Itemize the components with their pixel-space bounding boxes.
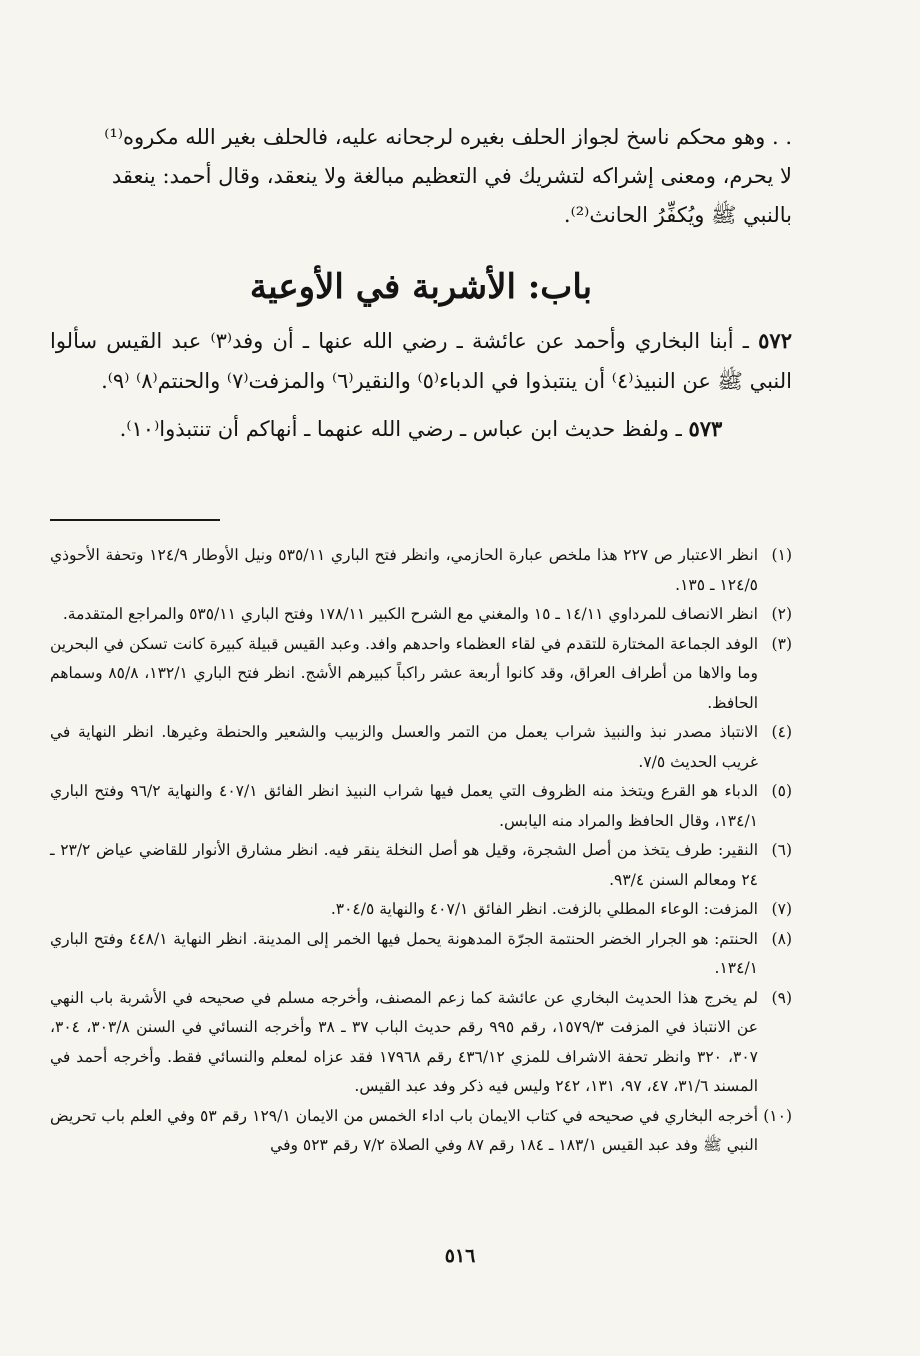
hadith-572 xyxy=(50,321,792,401)
intro-line: لا يحرم، ومعنى إشراكه لتشريك في التعظيم مبالغة ولا ينعقد، وقال أحمد: ينعقد xyxy=(111,164,792,188)
footnote-text: الحنتم: هو الجرار الخضر الحنتمة الجرّة المدهونة يحمل فيها الخمر إلى المدينة. انظر النهاية ٤٤٨/١ وفتح الباري ١٣٤/١. xyxy=(50,929,758,977)
intro-line: . . وهو محكم ناسخ لجواز الحلف بغيره لرجحانه عليه، فالحلف بغير الله مكروه⁽¹⁾ xyxy=(104,125,792,149)
hadith-text: ـ أبنا البخاري وأحمد عن عائشة ـ رضي الله عنها ـ أن وفد⁽٣⁾ عبد القيس سألوا النبي ﷺ عن النبيذ⁽٤⁾ أن ينتبذوا في الدباء⁽٥⁾ والنقير⁽٦⁾ والمزفت⁽٧⁾ والحنتم⁽٨⁾ ⁽٩⁾. xyxy=(50,329,792,393)
footnote-number: (٢) xyxy=(771,605,792,623)
footnote-3 xyxy=(50,630,792,719)
footnote-separator xyxy=(50,519,220,521)
hadith-573 xyxy=(50,409,792,449)
hadith-text: ـ ولفظ حديث ابن عباس ـ رضي الله عنهما ـ أنهاكم أن تنتبذوا⁽١٠⁾. xyxy=(119,417,682,441)
footnote-number: (٥) xyxy=(771,782,792,800)
footnote-8 xyxy=(50,925,792,984)
hadith-number: ٥٧٢ xyxy=(758,328,792,353)
footnote-text: المزفت: الوعاء المطلي بالزفت. انظر الفائق ٤٠٧/١ والنهاية ٣٠٤/٥. xyxy=(330,900,758,918)
footnote-number: (٩) xyxy=(771,988,792,1007)
footnote-1 xyxy=(50,541,792,600)
footnote-number: (٧) xyxy=(771,900,792,918)
footnote-7 xyxy=(50,895,792,925)
footnote-5 xyxy=(50,777,792,836)
footnote-text: أخرجه البخاري في صحيحه في كتاب الايمان باب اداء الخمس من الايمان ١٢٩/١ رقم ٥٣ وفي العلم باب تحريض النبي ﷺ وفد عبد القيس ١٨٣/١ ـ ١٨٤ رقم ٨٧ وفي الصلاة ٧/٢ رقم ٥٢٣ وفي xyxy=(50,1106,758,1154)
footnote-4 xyxy=(50,718,792,777)
footnote-number: (٣) xyxy=(771,634,792,653)
footnote-text: انظر الاعتبار ص ٢٢٧ هذا ملخص عبارة الحازمي، وانظر فتح الباري ٥٣٥/١١ ونيل الأوطار ١٢٤/٩ وتحفة الأحوذي ١٢٤/٥ ـ ١٣٥. xyxy=(50,546,758,594)
page-number: ٥١٦ xyxy=(444,1245,476,1267)
footnote-text: انظر الانصاف للمرداوي ١٤/١١ ـ ١٥ والمغني مع الشرح الكبير ١٧٨/١١ وفتح الباري ٥٣٥/١١ والمراجع المتقدمة. xyxy=(62,605,758,623)
footnote-number: (٦) xyxy=(771,841,792,859)
chapter-title: باب: الأشربة في الأوعية xyxy=(249,267,593,307)
page-body xyxy=(50,118,792,1328)
footnotes xyxy=(50,541,792,1161)
footnote-text: لم يخرج هذا الحديث البخاري عن عائشة كما زعم المصنف، وأخرجه مسلم في صحيحه في الأشربة باب النهي عن الانتباذ في المزفت ١٥٧٩/٣، رقم ٩٩٥ رقم حديث الباب ٣٧ ـ ٣٨ وأخرجه النسائي في السنن ٣٠٣/٨، ٣٠٤، ٣٠٧، ٣٢٠ وانظر تحفة الاشراف للمزي ٤٣٦/١٢ رقم ١٧٩٦٨ فقد عزاه لمعلم والنسائي فقط. وأخرجه أحمد في المسند ٣١/٦، ٤٧، ٩٧، ١٣١، ٢٤٢ وليس فيه ذكر وفد عبد القيس. xyxy=(50,988,758,1095)
footnote-6 xyxy=(50,836,792,895)
footnote-text: الدباء هو القرع ويتخذ منه الظروف التي يعمل فيها شراب النبيذ انظر الفائق ٤٠٧/١ والنهاية ٩٦/٢ وفتح الباري ١٣٤/١، وقال الحافظ والمراد منه اليابس. xyxy=(50,782,758,830)
footnote-text: الانتباذ مصدر نبذ والنبيذ شراب يعمل من التمر والعسل والزبيب والشعير والحنطة وغيرها. انظر النهاية في غريب الحديث ٧/٥. xyxy=(50,723,758,771)
footnote-number: (٨) xyxy=(771,929,792,948)
footnote-text: الوفد الجماعة المختارة للتقدم في لقاء العظماء واحدهم وافد. وعبد القيس قبيلة كبيرة كانت تسكن في البحرين وما والاها من أطراف العراق، وقد كانوا أربعة عشر راكباً كبيرهم الأشج. انظر فتح الباري ١٣٢/١، ٨٥/٨ وسماهم الحافظ. xyxy=(50,634,758,712)
footnote-number: (٤) xyxy=(771,723,792,741)
hadith-number: ٥٧٣ xyxy=(688,416,723,441)
footnote-number: (١) xyxy=(771,546,792,564)
footnote-10 xyxy=(50,1102,792,1161)
footnote-number: (١٠) xyxy=(763,1106,792,1125)
intro-paragraph xyxy=(50,118,792,235)
footnote-text: النقير: طرف يتخذ من أصل الشجرة، وقيل هو أصل النخلة ينقر فيه. انظر مشارق الأنوار للقاضي عياض ٢٣/٢ ـ ٢٤ ومعالم السنن ٩٣/٤. xyxy=(50,841,759,889)
intro-line: بالنبي ﷺ ويُكفِّرُ الحانث⁽²⁾. xyxy=(563,203,792,227)
footnote-9 xyxy=(50,984,792,1102)
footnote-2 xyxy=(50,600,792,630)
